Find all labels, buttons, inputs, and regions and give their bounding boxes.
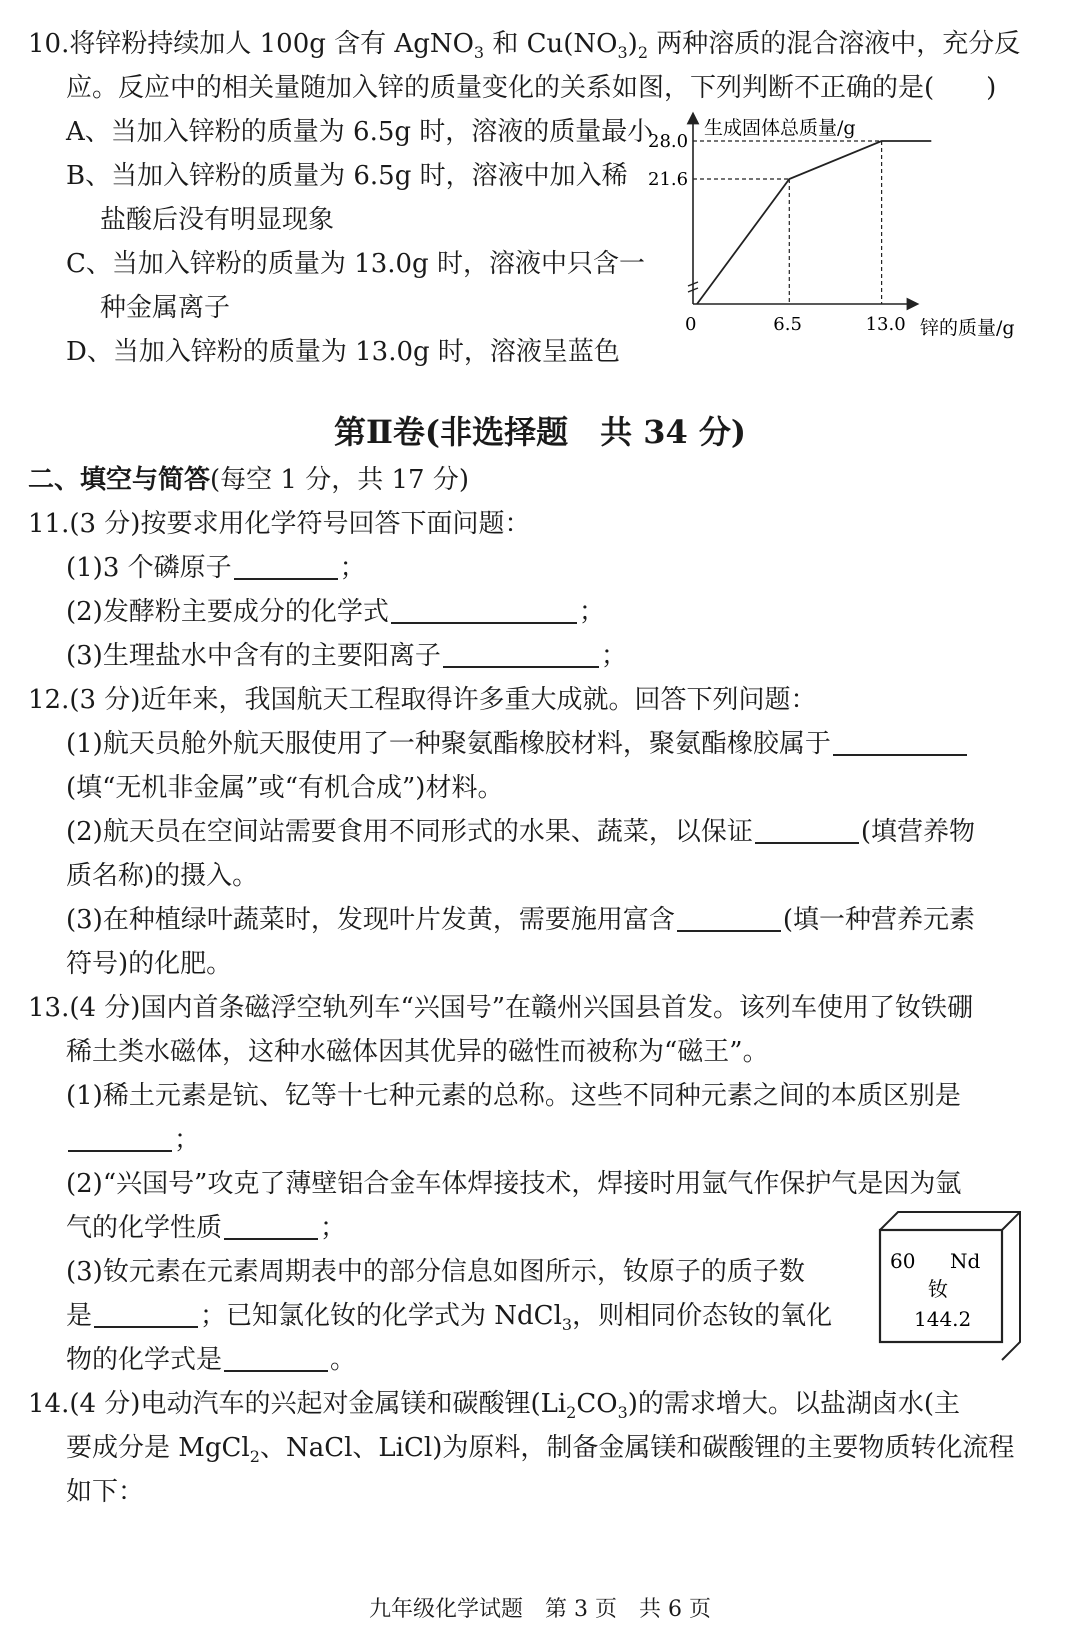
x-tick-label: 0 xyxy=(685,314,697,335)
q13-sub3-line1: (3)钕元素在元素周期表中的部分信息如图所示，钕原子的质子数 xyxy=(66,1257,805,1287)
q14-stem-line2: 要成分是 MgCl$_2$、NaCl、LiCl)为原料，制备金属镁和碳酸锂的主要物质转化流程 xyxy=(66,1433,1015,1466)
q10-option-d: D、当加入锌粉的质量为 13.0g 时，溶液呈蓝色 xyxy=(66,337,620,367)
q10-option-b-line1: B、当加入锌粉的质量为 6.5g 时，溶液中加入稀 xyxy=(66,161,628,191)
q12-sub3-line1: (3)在种植绿叶蔬菜时，发现叶片发黄，需要施用富含 (填一种营养元素 xyxy=(66,905,975,935)
q13-sub3-line2: 是 ；已知氯化钕的化学式为 NdCl$_3$，则相同价态钕的氧化 xyxy=(66,1301,833,1334)
q13-sub2-line1: (2)“兴国号”攻克了薄壁铝合金车体焊接技术，焊接时用氩气作保护气是因为氩 xyxy=(66,1169,962,1199)
answer-blank[interactable] xyxy=(234,552,338,580)
q13-sub3-line3: 物的化学式是 。 xyxy=(66,1345,357,1375)
q13-stem-line1: 13.(4 分)国内首条磁浮空轨列车“兴国号”在赣州兴国县首发。该列车使用了钕铁硼 xyxy=(28,993,974,1023)
y-tick-label: 28.0 xyxy=(648,131,689,152)
y-tick-label: 21.6 xyxy=(648,169,689,190)
q12-sub2-line2: 质名称)的摄入。 xyxy=(66,861,259,891)
answer-blank[interactable] xyxy=(68,1124,172,1152)
answer-blank[interactable] xyxy=(391,596,577,624)
q11-sub1: (1)3 个磷原子 ； xyxy=(66,553,366,583)
x-tick-label: 6.5 xyxy=(773,314,802,335)
q10-stem-line1: 10.将锌粉持续加人 100g 含有 AgNO$_3$ 和 $Cu(NO_3)_2$ 两种溶质的混合溶液中，充分反 xyxy=(28,29,1021,62)
page-footer: 九年级化学试题 第 3 页 共 6 页 xyxy=(369,1597,711,1622)
q12-stem: 12.(3 分)近年来，我国航天工程取得许多重大成就。回答下列问题： xyxy=(28,685,817,715)
q13-sub2-line2: 气的化学性质 ； xyxy=(66,1213,347,1243)
q10-option-c-line1: C、当加入锌粉的质量为 13.0g 时，溶液中只含一 xyxy=(66,249,645,279)
q13-sub1-line2: ； xyxy=(66,1122,200,1158)
q14-stem-line3: 如下： xyxy=(66,1477,145,1507)
q14-stem-line1: 14.(4 分)电动汽车的兴起对金属镁和碳酸锂$(Li_2CO_3)$的需求增大。以盐湖卤水(主 xyxy=(28,1389,961,1422)
q11-stem: 11.(3 分)按要求用化学符号回答下面问题： xyxy=(28,509,531,539)
answer-blank[interactable] xyxy=(677,904,781,932)
zinc-mass-chart xyxy=(648,110,1028,350)
q12-sub1-line2: (填“无机非金属”或“有机合成”)材料。 xyxy=(66,773,504,803)
q10-option-a: A、当加入锌粉的质量为 6.5g 时，溶液的质量最小 xyxy=(66,117,654,147)
element-symbol: Nd xyxy=(950,1249,981,1273)
periodic-element-tile xyxy=(880,1212,1030,1362)
answer-blank[interactable] xyxy=(224,1344,328,1372)
series-line xyxy=(697,141,931,304)
atomic-number: 60 xyxy=(890,1249,916,1273)
section-title: 第Ⅱ卷(非选择题 共 34 分) xyxy=(333,413,747,451)
q10-option-c-line2: 种金属离子 xyxy=(100,293,231,323)
q11-sub3: (3)生理盐水中含有的主要阳离子 ； xyxy=(66,641,627,671)
answer-blank[interactable] xyxy=(755,816,859,844)
q12-sub3-line2: 符号)的化肥。 xyxy=(66,949,233,979)
x-axis-label: 锌的质量/g xyxy=(920,317,1015,339)
y-axis-label: 生成固体总质量/g xyxy=(704,117,856,139)
q12-sub2-line1: (2)航天员在空间站需要食用不同形式的水果、蔬菜，以保证 (填营养物 xyxy=(66,817,975,847)
answer-blank[interactable] xyxy=(94,1300,198,1328)
atomic-mass: 144.2 xyxy=(914,1307,972,1331)
answer-blank[interactable] xyxy=(443,640,599,668)
x-tick-label: 13.0 xyxy=(865,314,906,335)
answer-blank[interactable] xyxy=(833,728,967,756)
part2-heading: 二、填空与简答(每空 1 分，共 17 分) xyxy=(28,465,469,495)
q10-option-b-line2: 盐酸后没有明显现象 xyxy=(100,205,335,235)
q12-sub1-line1: (1)航天员舱外航天服使用了一种聚氨酯橡胶材料，聚氨酯橡胶属于 xyxy=(66,726,969,762)
answer-blank[interactable] xyxy=(224,1212,318,1240)
element-name: 钕 xyxy=(928,1277,948,1301)
q13-stem-line2: 稀土类水磁体，这种水磁体因其优异的磁性而被称为“磁王”。 xyxy=(66,1037,769,1067)
q11-sub2: (2)发酵粉主要成分的化学式 ； xyxy=(66,597,605,627)
q13-sub1-line1: (1)稀土元素是钪、钇等十七种元素的总称。这些不同种元素之间的本质区别是 xyxy=(66,1081,961,1111)
q10-stem-line2: 应。反应中的相关量随加入锌的质量变化的关系如图，下列判断不正确的是( ) xyxy=(66,73,997,103)
